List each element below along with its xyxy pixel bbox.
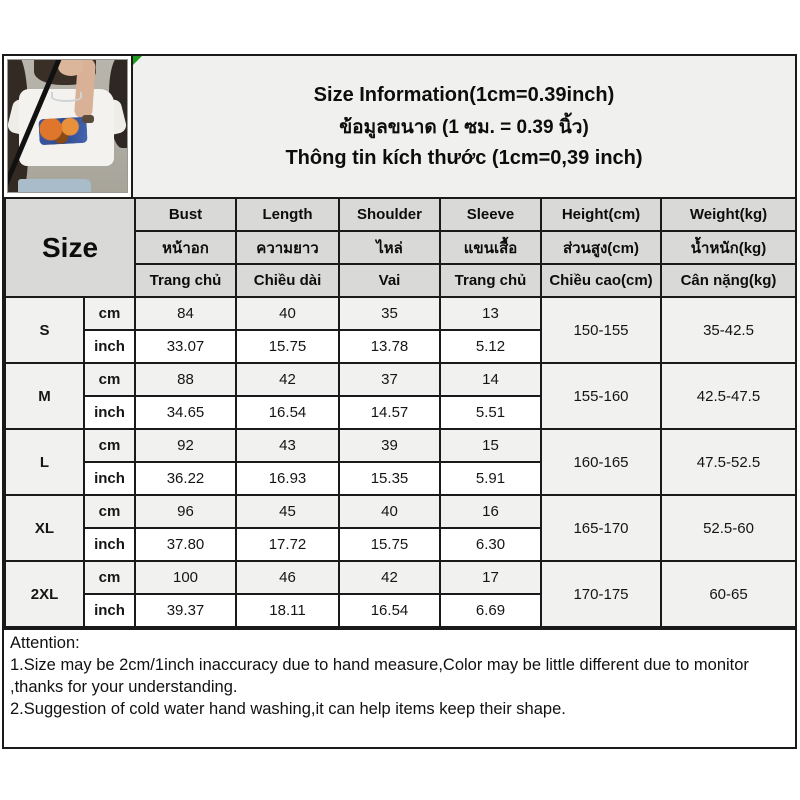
cell-value: 42: [339, 561, 440, 594]
row-m-cm: [5, 363, 796, 396]
col-header-bust-th: หน้าอก: [135, 231, 236, 264]
cell-value: 5.12: [440, 330, 541, 363]
row-s-cm: [5, 297, 796, 330]
col-header-sleeve-th: แขนเสื้อ: [440, 231, 541, 264]
unit-cm: cm: [84, 363, 135, 396]
cell-height-range: 170-175: [541, 561, 661, 627]
col-header-height-vi: Chiều cao(cm): [541, 264, 661, 297]
cell-value: 40: [339, 495, 440, 528]
cell-value: 13.78: [339, 330, 440, 363]
cell-value: 6.69: [440, 594, 541, 627]
title-english: Size Information(1cm=0.39inch): [313, 83, 615, 106]
row-xl-cm: [5, 495, 796, 528]
row-l-cm: [5, 429, 796, 462]
col-header-shoulder-th: ไหล่: [339, 231, 440, 264]
size-chart-sheet: [2, 54, 797, 749]
cell-value: 6.30: [440, 528, 541, 561]
cell-value: 17: [440, 561, 541, 594]
unit-inch: inch: [84, 528, 135, 561]
col-header-bust-vi: Trang chủ: [135, 264, 236, 297]
col-header-weight-en: Weight(kg): [661, 198, 796, 231]
attention-item-2: 2.Suggestion of cold water hand washing,it can help items keep their shape.: [10, 699, 566, 718]
attention-item-1: 1.Size may be 2cm/1inch inaccuracy due to hand measure,Color may be little different due to monitor ,thanks for your understanding.: [10, 655, 749, 696]
col-header-weight-th: น้ำหนัก(kg): [661, 231, 796, 264]
col-header-sleeve-en: Sleeve: [440, 198, 541, 231]
title-thai: ข้อมูลขนาด (1 ซม. = 0.39 นิ้ว): [339, 116, 589, 138]
cell-value: 5.51: [440, 396, 541, 429]
cell-height-range: 150-155: [541, 297, 661, 363]
cell-value: 17.72: [236, 528, 339, 561]
row-2xl-cm: [5, 561, 796, 594]
size-label-xl: XL: [5, 495, 84, 561]
cell-value: 18.11: [236, 594, 339, 627]
unit-cm: cm: [84, 429, 135, 462]
cell-value: 15: [440, 429, 541, 462]
top-band: [4, 56, 795, 197]
cell-value: 46: [236, 561, 339, 594]
cell-weight-range: 42.5-47.5: [661, 363, 796, 429]
col-header-bust-en: Bust: [135, 198, 236, 231]
necklace: [51, 92, 82, 102]
cell-value: 36.22: [135, 462, 236, 495]
cell-value: 15.35: [339, 462, 440, 495]
title-vietnamese: Thông tin kích thước (1cm=0,39 inch): [285, 146, 643, 169]
cell-value: 15.75: [236, 330, 339, 363]
col-header-length-en: Length: [236, 198, 339, 231]
cell-value: 96: [135, 495, 236, 528]
unit-cm: cm: [84, 561, 135, 594]
cell-weight-range: 47.5-52.5: [661, 429, 796, 495]
cell-value: 37.80: [135, 528, 236, 561]
title-block: [133, 56, 795, 197]
cell-weight-range: 60-65: [661, 561, 796, 627]
cell-weight-range: 35-42.5: [661, 297, 796, 363]
size-corner-header: Size: [5, 198, 135, 297]
col-header-length-vi: Chiều dài: [236, 264, 339, 297]
cell-value: 16.93: [236, 462, 339, 495]
unit-inch: inch: [84, 462, 135, 495]
size-label-s: S: [5, 297, 84, 363]
cell-value: 88: [135, 363, 236, 396]
size-label-2xl: 2XL: [5, 561, 84, 627]
attention-note: [4, 628, 795, 747]
unit-cm: cm: [84, 297, 135, 330]
tshirt-graphic-print: [38, 117, 87, 146]
cell-value: 16.54: [339, 594, 440, 627]
wrist-watch: [82, 115, 94, 123]
cell-weight-range: 52.5-60: [661, 495, 796, 561]
cell-value: 16.54: [236, 396, 339, 429]
cell-value: 39: [339, 429, 440, 462]
cell-value: 37: [339, 363, 440, 396]
col-header-weight-vi: Cân nặng(kg): [661, 264, 796, 297]
cell-value: 16: [440, 495, 541, 528]
cell-value: 5.91: [440, 462, 541, 495]
product-photo-cell: [4, 56, 133, 197]
cell-value: 14: [440, 363, 541, 396]
cell-value: 43: [236, 429, 339, 462]
cell-value: 35: [339, 297, 440, 330]
cell-value: 42: [236, 363, 339, 396]
product-photo: [7, 59, 128, 193]
cell-height-range: 165-170: [541, 495, 661, 561]
cell-value: 14.57: [339, 396, 440, 429]
unit-cm: cm: [84, 495, 135, 528]
cell-value: 45: [236, 495, 339, 528]
cell-value: 33.07: [135, 330, 236, 363]
cell-value: 84: [135, 297, 236, 330]
attention-heading: Attention:: [10, 634, 80, 652]
jeans: [18, 179, 92, 193]
size-label-l: L: [5, 429, 84, 495]
cell-value: 39.37: [135, 594, 236, 627]
cell-value: 92: [135, 429, 236, 462]
cell-value: 100: [135, 561, 236, 594]
cell-value: 34.65: [135, 396, 236, 429]
header-row-english: [5, 198, 796, 231]
unit-inch: inch: [84, 594, 135, 627]
col-header-shoulder-en: Shoulder: [339, 198, 440, 231]
cell-height-range: 160-165: [541, 429, 661, 495]
cell-height-range: 155-160: [541, 363, 661, 429]
size-table: [4, 197, 797, 628]
col-header-sleeve-vi: Trang chủ: [440, 264, 541, 297]
col-header-height-en: Height(cm): [541, 198, 661, 231]
cell-value: 13: [440, 297, 541, 330]
col-header-height-th: ส่วนสูง(cm): [541, 231, 661, 264]
cell-value: 15.75: [339, 528, 440, 561]
cell-value: 40: [236, 297, 339, 330]
col-header-shoulder-vi: Vai: [339, 264, 440, 297]
excel-corner-marker-icon: [133, 56, 142, 65]
size-label-m: M: [5, 363, 84, 429]
unit-inch: inch: [84, 330, 135, 363]
col-header-length-th: ความยาว: [236, 231, 339, 264]
unit-inch: inch: [84, 396, 135, 429]
